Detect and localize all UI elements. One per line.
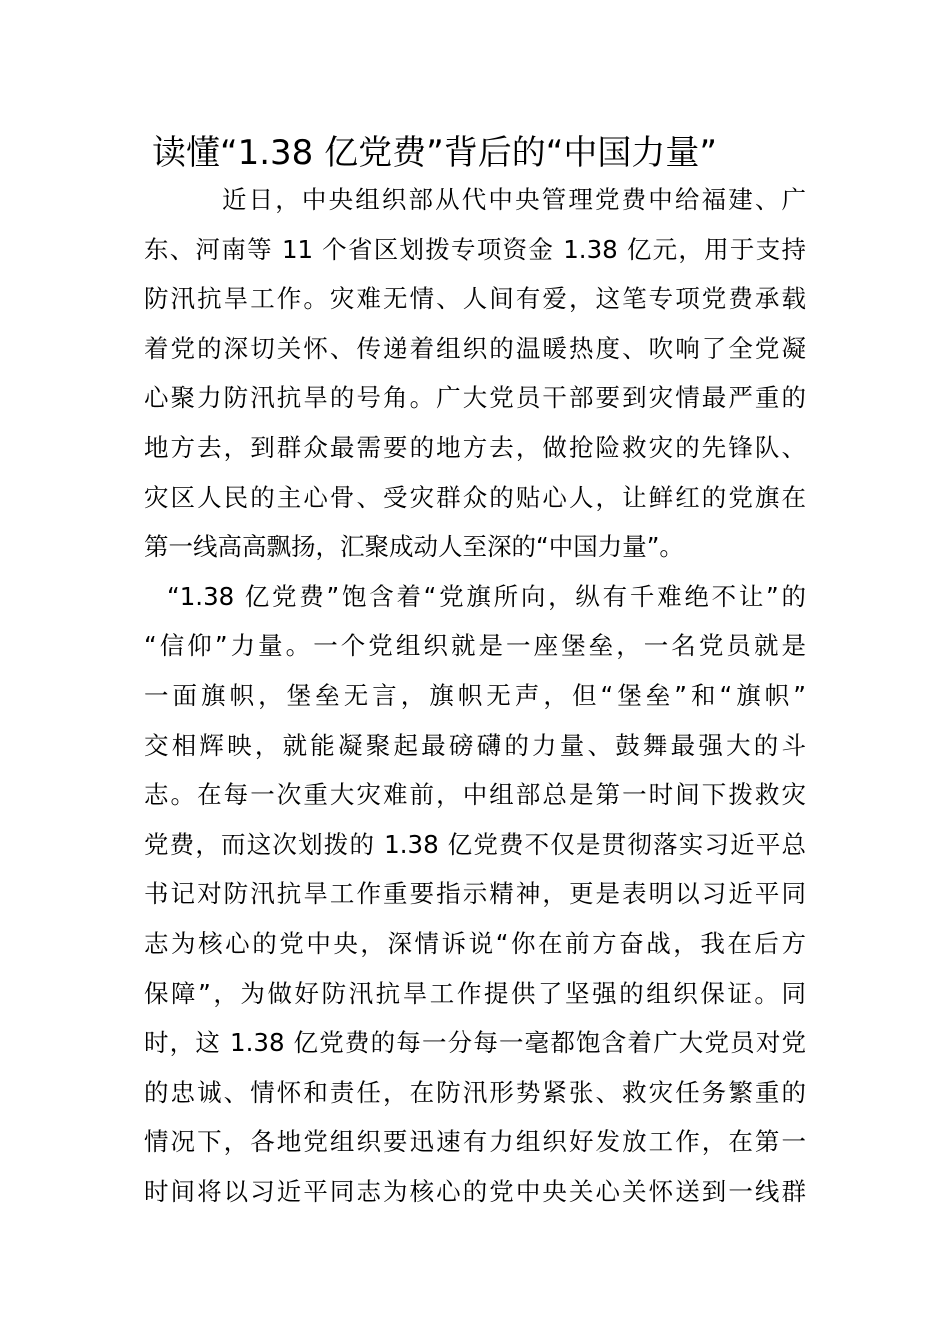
text-line: 地方去，到群众最需要的地方去，做抢险救灾的先锋队、 [144, 432, 806, 462]
text-line: 着党的深切关怀、传递着组织的温暖热度、吹响了全党凝 [144, 333, 806, 363]
text-line: 东、河南等 11 个省区划拨专项资金 1.38 亿元，用于支持 [144, 234, 806, 264]
text-line: 第一线高高飘扬，汇聚成动人至深的“中国力量”。 [144, 532, 684, 562]
text-line: “1.38 亿党费”饱含着“党旗所向，纵有千难绝不让”的 [167, 581, 806, 611]
text-line: 志。在每一次重大灾难前，中组部总是第一时间下拨救灾 [144, 780, 806, 810]
paragraph-2 [144, 572, 806, 1217]
text-line: 时间将以习近平同志为核心的党中央关心关怀送到一线群 [144, 1176, 806, 1206]
text-line: 书记对防汛抗旱工作重要指示精神，更是表明以习近平同 [144, 879, 806, 909]
text-line: 情况下，各地党组织要迅速有力组织好发放工作，在第一 [144, 1127, 806, 1157]
paragraph-1 [144, 175, 806, 572]
text-line: 心聚力防汛抗旱的号角。广大党员干部要到灾情最严重的 [144, 383, 806, 413]
text-line: 防汛抗旱工作。灾难无情、人间有爱，这笔专项党费承载 [144, 284, 806, 314]
text-line: 保障”，为做好防汛抗旱工作提供了坚强的组织保证。同 [144, 978, 806, 1008]
text-line: 灾区人民的主心骨、受灾群众的贴心人，让鲜红的党旗在 [144, 482, 806, 512]
document-body [144, 175, 806, 1216]
text-line: 党费，而这次划拨的 1.38 亿党费不仅是贯彻落实习近平总 [144, 829, 806, 859]
text-line: 交相辉映，就能凝聚起最磅礴的力量、鼓舞最强大的斗 [144, 730, 806, 760]
text-line: 的忠诚、情怀和责任，在防汛形势紧张、救灾任务繁重的 [144, 1077, 806, 1107]
text-line: 近日，中央组织部从代中央管理党费中给福建、广 [222, 185, 806, 214]
text-line: “信仰”力量。一个党组织就是一座堡垒，一名党员就是 [144, 631, 806, 661]
text-line: 时，这 1.38 亿党费的每一分每一毫都饱含着广大党员对党 [144, 1028, 806, 1058]
text-line: 一面旗帜，堡垒无言，旗帜无声，但“堡垒”和“旗帜” [144, 680, 806, 710]
text-line: 志为核心的党中央，深情诉说“你在前方奋战，我在后方 [144, 928, 806, 958]
document-title: 读懂“1.38 亿党费”背后的“中国力量” [152, 133, 717, 173]
